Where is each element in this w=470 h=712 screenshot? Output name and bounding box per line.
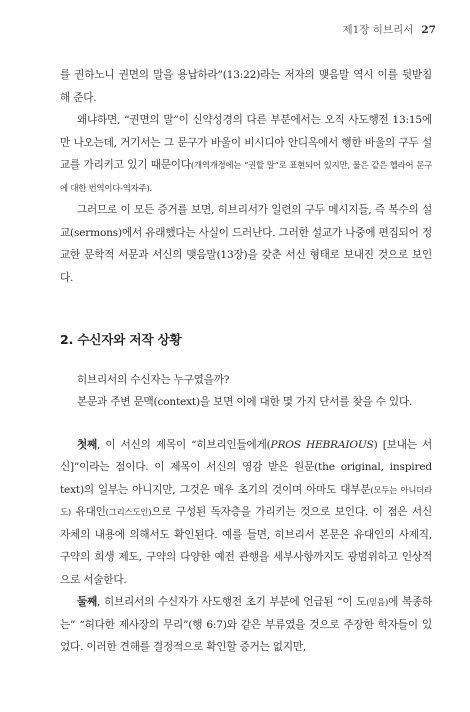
paragraph-7-note: (믿음) bbox=[366, 597, 389, 607]
paragraph-6-note: (모두는 아니더라도) bbox=[60, 484, 432, 517]
paragraph-5: 본문과 주변 문맥(context)을 보면 이에 대한 몇 가지 단서를 찾을 수 있다. bbox=[76, 396, 413, 408]
chapter-title: 제1장 히브리서 bbox=[342, 24, 414, 36]
latin-title: PROS HEBRAIOUS bbox=[270, 438, 374, 451]
running-header bbox=[342, 22, 436, 37]
section-heading: 2. 수신자와 저작 상황 bbox=[60, 332, 182, 347]
paragraph-2 bbox=[60, 109, 432, 199]
body-text bbox=[60, 64, 432, 659]
paragraph-6-part4: 으로 구성된 독자층을 가리키는 것으로 보인다. 이 점은 서신 자체의 내용에 의해서도 확인된다. 예를 들면, 히브리서 본문은 유대인의 사제직, 구약의 희생 제도, 구약의 다양한 예전 관행을 세부사항까지도 광범위하고 인상적으로 서술한다. bbox=[60, 506, 432, 586]
lead-second: 둘째 bbox=[76, 596, 98, 608]
paragraph-2-text: 왜냐하면, “권면의 말”이 신약성경의 다른 부분에서는 오직 사도행전 13:15에만 나오는데, 거기서는 그 문구가 바울이 비시디아 안디옥에서 행한 바울의 구두 설교를 가리키고 있기 때문이다 bbox=[60, 114, 432, 171]
translator-note: (개역개정에는 “권할 말”로 표현되어 있지만, 물은 같은 헬라어 문구에 대한 번역이다-역자주). bbox=[60, 160, 432, 193]
lead-first: 첫째 bbox=[76, 438, 98, 451]
paragraph-6-note2: (그리스도인) bbox=[105, 507, 152, 517]
paragraph-4: 히브리서의 수신자는 누구였을까? bbox=[76, 373, 230, 386]
paragraph-6-part3: 유대인 bbox=[70, 506, 106, 518]
paragraph-7-part1: , 히브리서의 수신자가 사도행전 초기 부분에 언급된 “이 도 bbox=[97, 596, 367, 608]
paragraph-6 bbox=[60, 434, 432, 592]
paragraph-3: 그러므로 이 모든 증거를 보면, 히브리서가 일련의 구두 메시지들, 즉 복수의 설교(sermons)에서 유래했다는 사실이 드러난다. 그러한 설교가 나중에 편집되어 정교한 문학적 서문과 서신의 맺음말(13장)을 갖춘 서신 형태로 보내진 것으로 보인다. bbox=[60, 204, 432, 284]
paragraph-7-part2: 에 복종하는” “허다한 제사장의 무리”(행 6:7)와 같은 부류였을 것으로 주장한 학자들이 있었다. 이러한 견해를 결정적으로 확인할 증거는 없지만, bbox=[60, 596, 432, 653]
paragraph-7 bbox=[60, 591, 432, 659]
page-number: 27 bbox=[421, 24, 436, 36]
paragraph-6-part1: , 이 서신의 제목이 “히브리인들에게( bbox=[97, 438, 271, 451]
paragraph-6-part2: ) [보내는 서신]”이라는 점이다. 이 제목이 서신의 영감 받은 원문(the original, inspired text)의 일부는 아니지만, 그것은 매우 초기의 것이며 아마도 대부분 bbox=[60, 438, 432, 496]
paragraph-1: 를 권하노니 권면의 말을 용납하라”(13:22)라는 저자의 맺음말 역시 이를 뒷받침해 준다. bbox=[60, 69, 432, 104]
